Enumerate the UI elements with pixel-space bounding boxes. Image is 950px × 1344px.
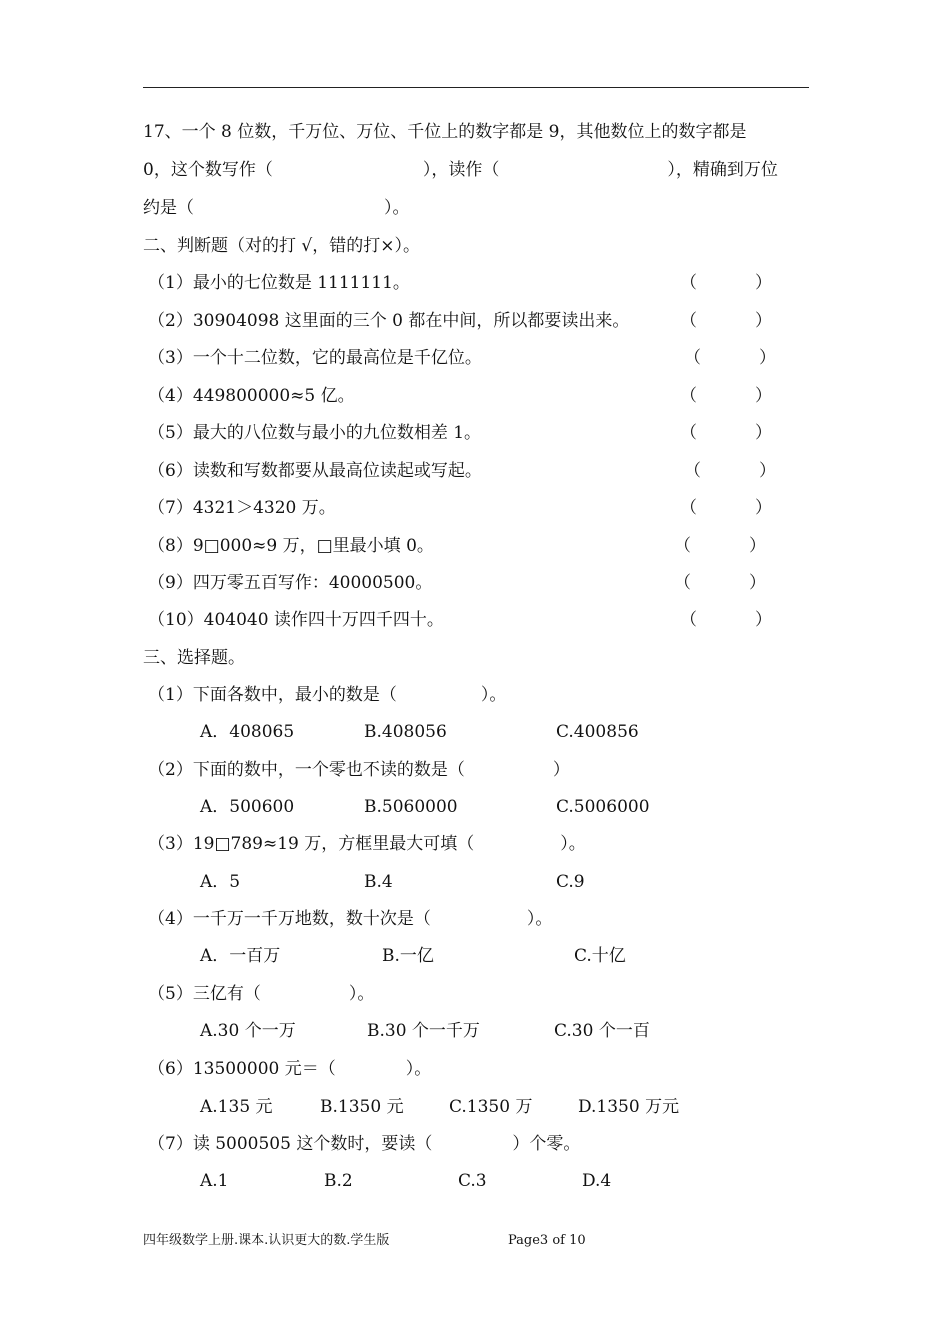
q17-approx-label: ），精确到万位: [667, 160, 778, 180]
mc-6-option-b[interactable]: B.1350 元: [320, 1097, 404, 1117]
mc-1-option-b[interactable]: B.408056: [364, 722, 447, 742]
mc-5-option-a[interactable]: A.30 个一万: [200, 1021, 296, 1041]
mc-4-option-a[interactable]: A．一百万: [200, 946, 281, 966]
tf-item-7: （7）4321＞4320 万。: [148, 498, 336, 518]
tf-item-6: （6）读数和写数都要从最高位读起或写起。: [148, 461, 482, 481]
tf-answer-2[interactable]: （ ）: [680, 311, 772, 331]
tf-item-4: （4）449800000≈5 亿。: [148, 386, 355, 406]
mc-3-option-a[interactable]: A．5: [200, 872, 241, 892]
mc-6-option-d[interactable]: D.1350 万元: [578, 1097, 680, 1117]
q17-approx-close: ）。: [384, 198, 410, 218]
tf-answer-9[interactable]: （ ）: [674, 573, 766, 593]
mc-7-option-c[interactable]: C.3: [458, 1171, 487, 1191]
tf-item-2: （2）30904098 这里面的三个 0 都在中间，所以都要读出来。: [148, 311, 630, 331]
mc-4-option-c[interactable]: C.十亿: [574, 946, 626, 966]
tf-answer-10[interactable]: （ ）: [680, 610, 772, 630]
mc-3-option-c[interactable]: C.9: [556, 872, 585, 892]
question-17-line-3: [143, 197, 410, 219]
tf-item-1: （1）最小的七位数是 1111111。: [148, 273, 410, 293]
mc-question-1: （1）下面各数中，最小的数是（ ）。: [148, 685, 507, 705]
tf-answer-5[interactable]: （ ）: [680, 423, 772, 443]
q17-approx-label-2: 约是（: [143, 198, 194, 218]
section-3-title: 三、选择题。: [143, 648, 245, 668]
tf-answer-8[interactable]: （ ）: [674, 536, 766, 556]
mc-1-option-c[interactable]: C.400856: [556, 722, 639, 742]
mc-7-option-d[interactable]: D.4: [582, 1171, 612, 1191]
mc-2-option-b[interactable]: B.5060000: [364, 797, 458, 817]
tf-answer-7[interactable]: （ ）: [680, 498, 772, 518]
question-17-line-2: [143, 159, 778, 181]
mc-6-option-a[interactable]: A.135 元: [200, 1097, 273, 1117]
tf-item-5: （5）最大的八位数与最小的九位数相差 1。: [148, 423, 482, 443]
mc-2-option-a[interactable]: A．500600: [200, 797, 295, 817]
footer-title: 四年级数学上册.课本.认识更大的数.学生版: [143, 1233, 390, 1248]
tf-item-3: （3）一个十二位数，它的最高位是千亿位。: [148, 348, 482, 368]
tf-item-10: （10）404040 读作四十万四千四十。: [148, 610, 444, 630]
q17-read-label: ），读作（: [422, 160, 500, 180]
tf-item-8: （8）9□000≈9 万，□里最小填 0。: [148, 536, 434, 556]
mc-3-option-b[interactable]: B.4: [364, 872, 393, 892]
mc-question-4: （4）一千万一千万地数，数十次是（ ）。: [148, 909, 553, 929]
mc-question-6: （6）13500000 元＝（ ）。: [148, 1059, 432, 1079]
mc-question-3: （3）19□789≈19 万，方框里最大可填（ ）。: [148, 834, 586, 854]
tf-answer-6[interactable]: （ ）: [684, 461, 776, 481]
mc-7-option-a[interactable]: A.1: [200, 1171, 229, 1191]
mc-6-option-c[interactable]: C.1350 万: [449, 1097, 533, 1117]
q17-written-label: 0，这个数写作（: [143, 160, 273, 180]
mc-5-option-c[interactable]: C.30 个一百: [554, 1021, 650, 1041]
tf-answer-3[interactable]: （ ）: [684, 348, 776, 368]
tf-answer-1[interactable]: （ ）: [680, 273, 772, 293]
mc-4-option-b[interactable]: B.一亿: [382, 946, 434, 966]
footer-page-number: Page3 of 10: [508, 1233, 586, 1248]
mc-1-option-a[interactable]: A．408065: [200, 722, 295, 742]
mc-7-option-b[interactable]: B.2: [324, 1171, 353, 1191]
mc-2-option-c[interactable]: C.5006000: [556, 797, 650, 817]
question-17-line-1: 17、一个 8 位数，千万位、万位、千位上的数字都是 9，其他数位上的数字都是: [143, 122, 747, 142]
mc-5-option-b[interactable]: B.30 个一千万: [367, 1021, 480, 1041]
tf-item-9: （9）四万零五百写作：40000500。: [148, 573, 433, 593]
mc-question-2: （2）下面的数中，一个零也不读的数是（ ）: [148, 760, 570, 780]
mc-question-7: （7）读 5000505 这个数时，要读（ ）个零。: [148, 1134, 581, 1154]
tf-answer-4[interactable]: （ ）: [680, 386, 772, 406]
section-2-title: 二、判断题（对的打 √，错的打×）。: [143, 236, 420, 256]
mc-question-5: （5）三亿有（ ）。: [148, 984, 375, 1004]
header-rule: [143, 87, 809, 88]
